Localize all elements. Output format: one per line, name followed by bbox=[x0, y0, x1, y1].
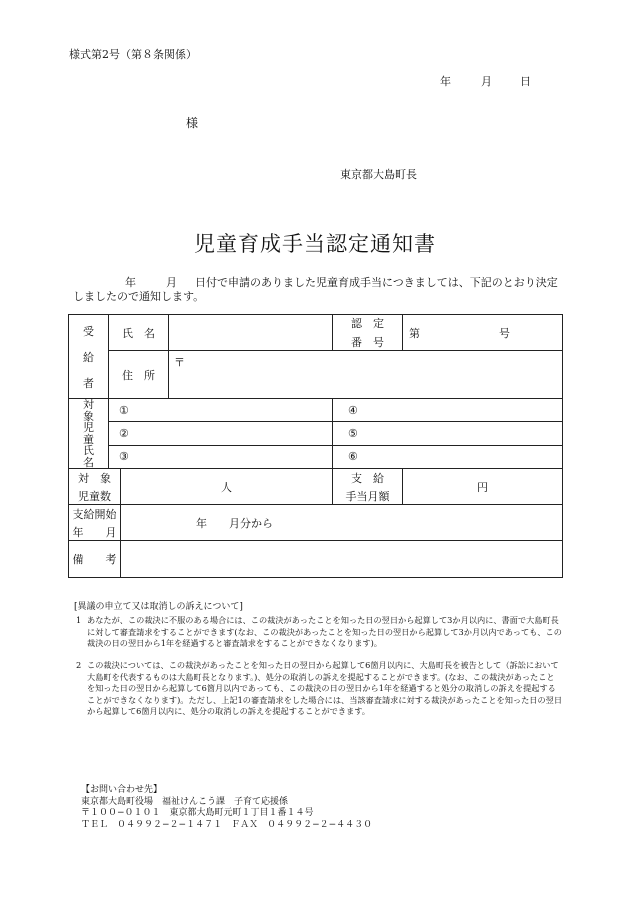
notice-number: 1 bbox=[76, 615, 82, 625]
children-label-char: 氏 bbox=[83, 444, 94, 457]
intro-year: 年 bbox=[125, 276, 136, 289]
cert-label-line: 認 定 bbox=[351, 317, 384, 330]
contact-address: 〒１００−０１０１ 東京都大島町元町１丁目１番１４号 bbox=[81, 808, 314, 818]
notice-text: この裁決については、この裁決があったことを知った日の翌日から起算して6箇月以内に、大島町長を被告として（訴訟において大島町を代表するものは大島町長となります。)、処分の取消しの訴えを提起することができます。(なお、この裁決があったことを知った日の翌日から起算して6箇月以内であっても、この裁決の日の翌日から1年を経過すると処分の取消しの訴えを提起することができなくなります)。ただし、上記1の審査請求をした場合には、当該審査請求に対する裁決があったことを知った日の翌日から起算して6箇月以内に、処分の取消しの訴えを提起することができます。 bbox=[87, 660, 563, 716]
remarks-field[interactable] bbox=[121, 541, 563, 578]
recipient-label-char: 給 bbox=[83, 350, 94, 364]
postal-mark: 〒 bbox=[174, 356, 185, 369]
children-label-char: 名 bbox=[83, 455, 94, 469]
allowance-unit: 円 bbox=[477, 480, 488, 494]
date-month: 月 bbox=[481, 75, 492, 88]
document-title: 児童育成手当認定通知書 bbox=[194, 232, 436, 256]
notice-item-1 bbox=[76, 615, 562, 650]
start-date-value: 年 月分から bbox=[196, 516, 273, 530]
issuer-name: 東京都大島町長 bbox=[340, 168, 417, 181]
issue-date bbox=[440, 73, 531, 89]
date-year: 年 bbox=[440, 75, 451, 88]
child-number: ② bbox=[119, 426, 129, 440]
child-field-2[interactable] bbox=[109, 422, 333, 445]
children-label-char: 象 bbox=[83, 409, 94, 423]
contact-heading: 【お問い合わせ先】 bbox=[81, 785, 163, 795]
child-number: ⑥ bbox=[348, 450, 358, 464]
notice-item-2 bbox=[76, 660, 562, 718]
name-label: 氏 名 bbox=[109, 315, 169, 351]
count-unit: 人 bbox=[221, 480, 232, 494]
notice-number: 2 bbox=[76, 660, 82, 670]
child-field-3[interactable] bbox=[109, 445, 333, 468]
cert-label-line: 番 号 bbox=[351, 336, 384, 349]
start-date-label bbox=[69, 505, 121, 541]
children-label-char: 童 bbox=[83, 432, 94, 446]
certification-table bbox=[68, 314, 563, 578]
address-label: 住 所 bbox=[109, 351, 169, 399]
form-number: 様式第2号（第８条関係） bbox=[69, 48, 197, 61]
address-field[interactable] bbox=[169, 351, 563, 399]
child-count-field[interactable] bbox=[121, 469, 333, 505]
start-label-line: 支給開始 bbox=[72, 507, 117, 521]
contact-phone: ＴＥＬ ０４９９２−２−１４７１ ＦＡＸ ０４９９２−２−４４３０ bbox=[81, 819, 373, 830]
name-field[interactable] bbox=[169, 315, 333, 351]
child-number: ⑤ bbox=[348, 426, 358, 440]
cert-prefix: 第 bbox=[409, 326, 420, 340]
children-label-char: 児 bbox=[83, 421, 94, 434]
recipient-label-char: 受 bbox=[83, 324, 94, 338]
allowance-label-line: 支 給 bbox=[351, 471, 384, 485]
intro-month: 月 bbox=[166, 276, 177, 289]
child-field-5[interactable] bbox=[333, 422, 563, 445]
intro-text: 日付で申請のありました児童育成手当につきましては、下記のとおり決定しましたので通知します。 bbox=[73, 276, 558, 303]
count-label-line: 対 象 bbox=[78, 471, 111, 485]
contact-office: 東京都大島町役場 福祉けんこう課 子育て応援係 bbox=[81, 796, 289, 807]
remarks-label: 備 考 bbox=[69, 541, 121, 578]
child-number: ③ bbox=[119, 450, 129, 464]
recipient-suffix: 様 bbox=[186, 116, 199, 130]
count-label-line: 児童数 bbox=[78, 489, 111, 503]
child-field-4[interactable] bbox=[333, 399, 563, 422]
allowance-label-line: 手当月額 bbox=[345, 489, 390, 503]
start-date-field[interactable] bbox=[121, 505, 563, 541]
child-count-label bbox=[69, 469, 121, 505]
children-label-cell bbox=[69, 399, 109, 469]
cert-suffix: 号 bbox=[499, 326, 510, 340]
recipient-label-char: 者 bbox=[83, 376, 94, 390]
children-label-char: 対 bbox=[83, 398, 94, 411]
child-field-6[interactable] bbox=[333, 445, 563, 468]
start-label-line: 年 月 bbox=[72, 525, 117, 539]
child-number: ① bbox=[119, 403, 129, 417]
notice-text: あなたが、この裁決に不服のある場合には、この裁決があったことを知った日の翌日から起算して3か月以内に、書面で大島町長に対して審査請求をすることができます(なお、この裁決があったことを知った日の翌日から起算して3か月以内であっても、この裁決の日の翌日から1年を経過すると審査請求をすることができなくなります)。 bbox=[87, 615, 562, 648]
cert-number-label bbox=[333, 315, 403, 351]
recipient-label-cell bbox=[69, 315, 109, 399]
child-field-1[interactable] bbox=[109, 399, 333, 422]
allowance-field[interactable] bbox=[403, 469, 563, 505]
intro-paragraph bbox=[73, 276, 563, 304]
allowance-label bbox=[333, 469, 403, 505]
date-day: 日 bbox=[520, 75, 531, 88]
notice-heading: [異議の申立て又は取消しの訴えについて] bbox=[74, 602, 243, 612]
child-number: ④ bbox=[348, 403, 358, 417]
cert-number-field[interactable] bbox=[403, 315, 563, 351]
contact-block bbox=[81, 785, 372, 831]
